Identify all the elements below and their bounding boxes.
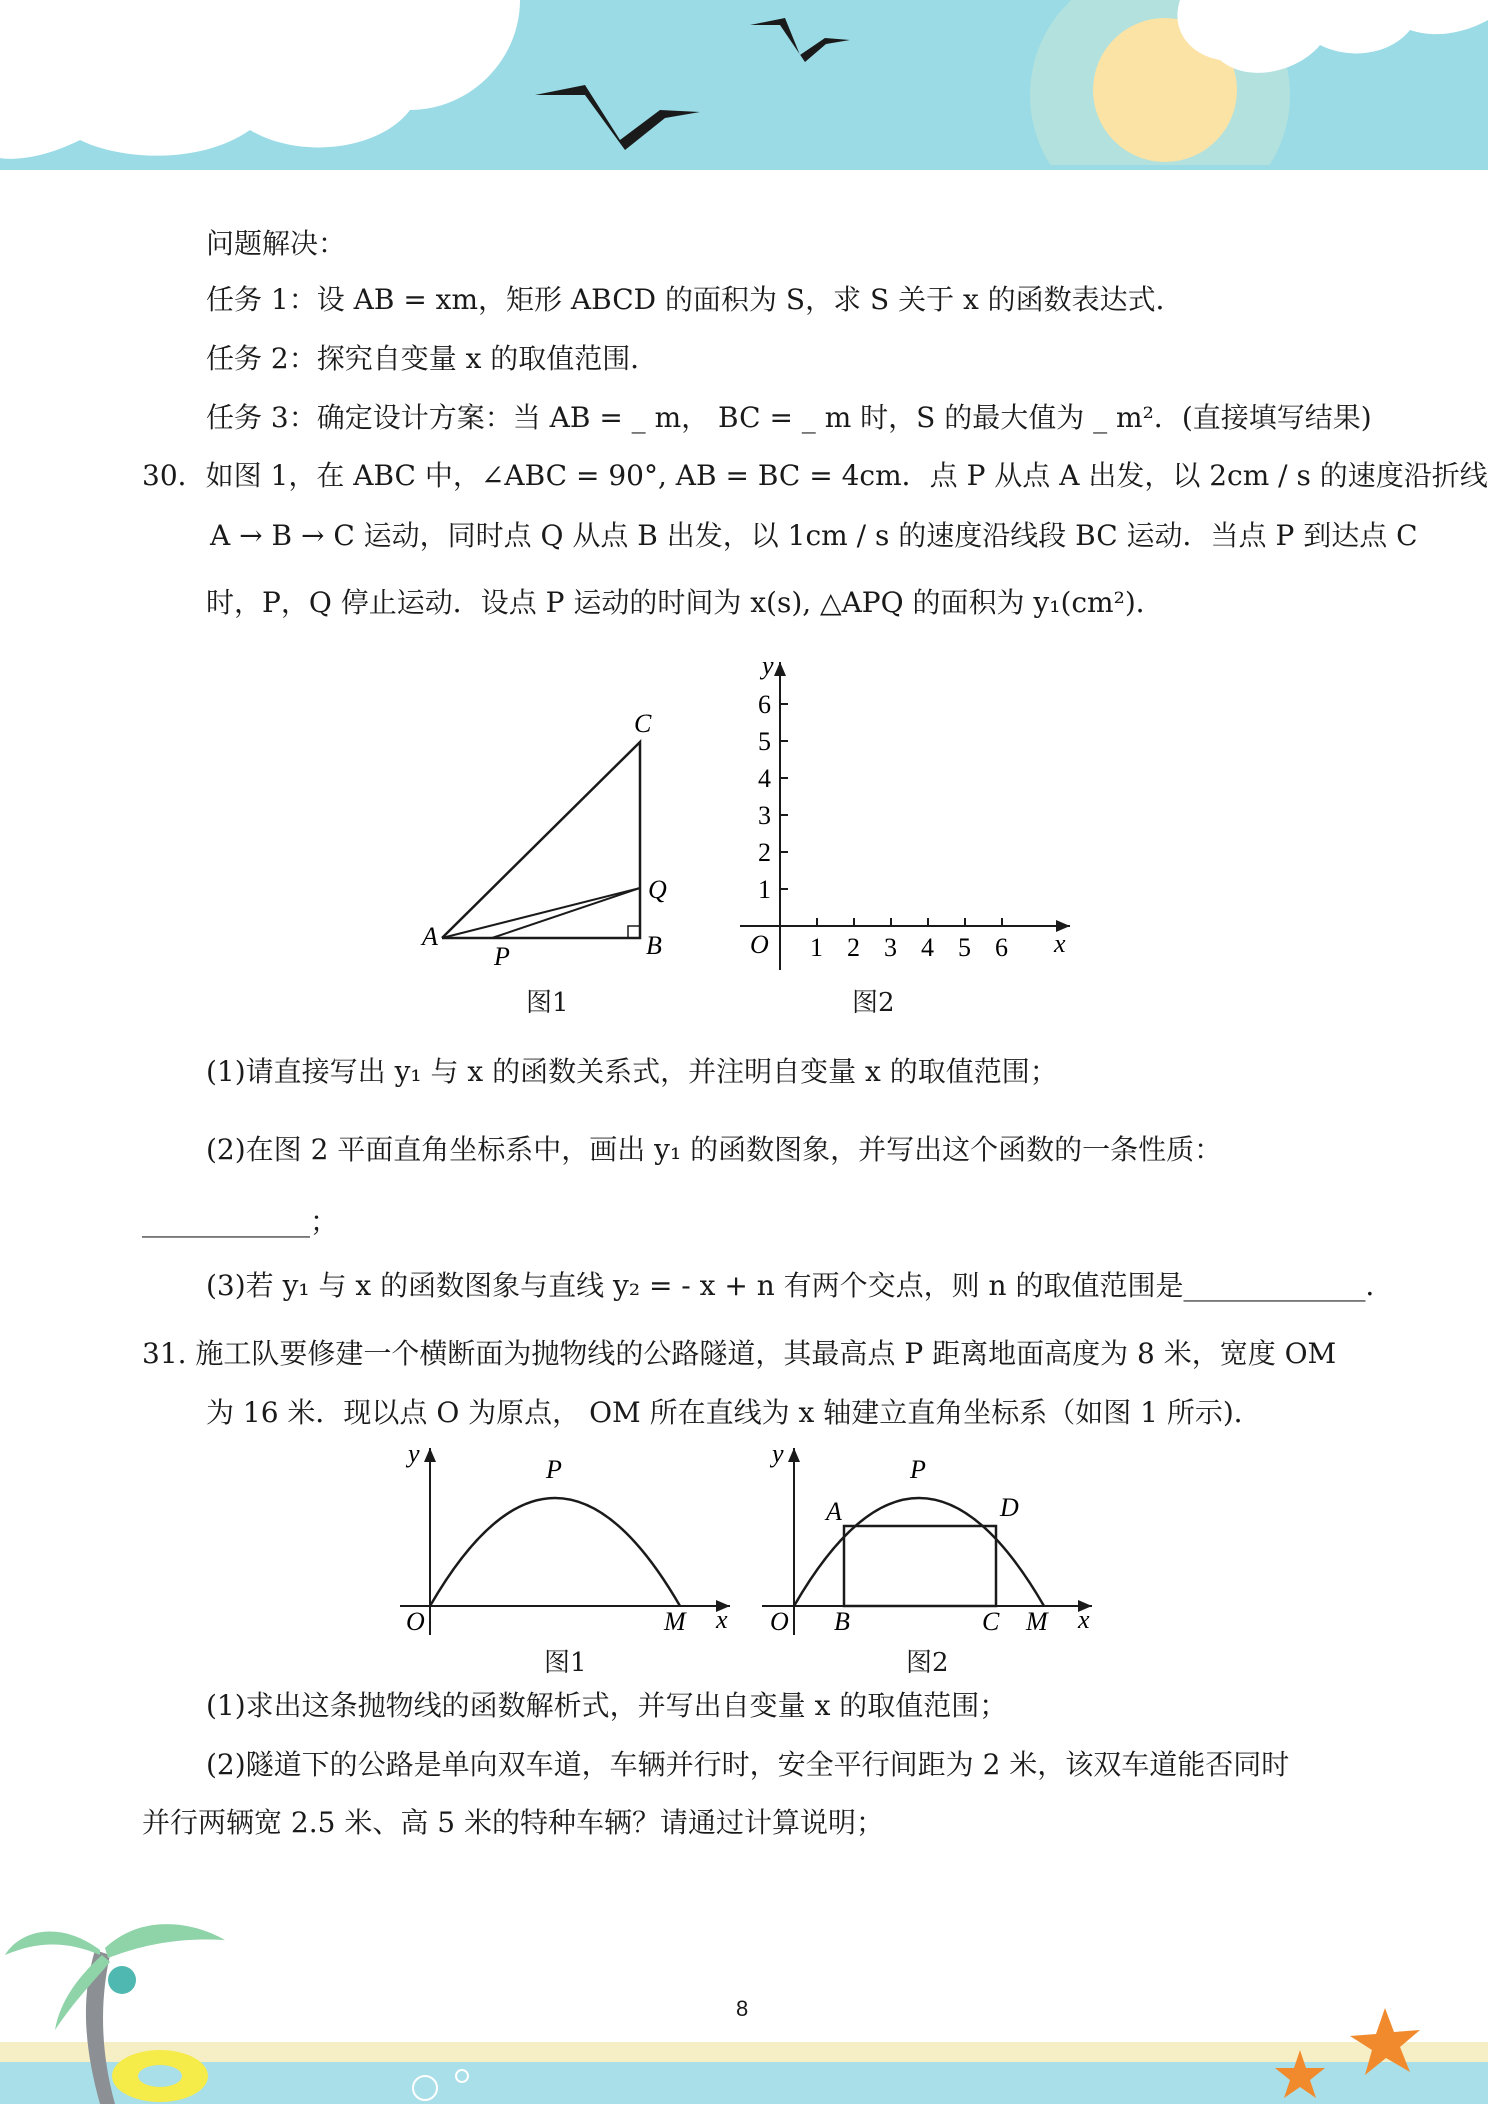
- figure-31-1-caption: 图1: [544, 1648, 587, 1678]
- sea-strip: [0, 2062, 1488, 2104]
- origin-label: O: [750, 930, 769, 959]
- q30-line-2: A → B → C 运动，同时点 Q 从点 B 出发，以 1cm / s 的速度沿线段 BC 运动．当点 P 到达点 C: [210, 519, 1418, 552]
- q31-part-1: (1)求出这条抛物线的函数解析式，并写出自变量 x 的取值范围；: [206, 1689, 1008, 1722]
- q30-line-3: 时，P，Q 停止运动．设点 P 运动的时间为 x(s), △APQ 的面积为 y₁(cm²)．: [206, 586, 1164, 619]
- y-tick-label: 2: [758, 838, 771, 867]
- y-axis-arrow: [424, 1448, 436, 1462]
- segment-pq: [492, 888, 640, 938]
- y-axis-label: y: [762, 651, 774, 680]
- label-b: B: [646, 931, 662, 960]
- label-y: y: [408, 1440, 420, 1468]
- y-axis-arrow: [788, 1448, 800, 1462]
- q30-line-1: 30．如图 1，在 ABC 中，∠ABC = 90°, AB = BC = 4cm．点 P 从点 A 出发，以 2cm / s 的速度沿折线: [142, 459, 1488, 492]
- label-p: P: [910, 1455, 926, 1484]
- figure-30-1-caption: 图1: [526, 988, 569, 1018]
- figure-30-1: [410, 700, 690, 980]
- task-1: 任务 1：设 AB = xm，矩形 ABCD 的面积为 S，求 S 关于 x 的函数表达式．: [206, 283, 1184, 316]
- label-q: Q: [648, 875, 667, 904]
- page-number: 8: [736, 1996, 749, 2021]
- label-m: M: [664, 1607, 686, 1636]
- figure-30-2: [730, 650, 1080, 980]
- palm-leaf-icon: [105, 1924, 225, 1958]
- label-a: A: [826, 1497, 842, 1526]
- figure-31-2: [752, 1440, 1102, 1640]
- label-c: C: [634, 709, 652, 738]
- q31-line-2: 为 16 米．现以点 O 为原点， OM 所在直线为 x 轴建立直角坐标系（如图 1 所示)．: [206, 1396, 1262, 1429]
- palm-leaf-icon: [5, 1931, 100, 1955]
- label-p: P: [546, 1455, 562, 1484]
- figure-31-1: [390, 1440, 740, 1640]
- label-p: P: [494, 942, 510, 971]
- figure-30-2-caption: 图2: [852, 988, 895, 1018]
- q31-line-1: 31. 施工队要修建一个横断面为抛物线的公路隧道，其最高点 P 距离地面高度为 8 米，宽度 OM: [142, 1337, 1337, 1370]
- x-tick-label: 6: [995, 933, 1008, 962]
- y-tick-label: 1: [758, 875, 771, 904]
- q31-part-2-line-2: 并行两辆宽 2.5 米、高 5 米的特种车辆？请通过计算说明；: [142, 1806, 884, 1839]
- q30-part-1: (1)请直接写出 y₁ 与 x 的函数关系式，并注明自变量 x 的取值范围；: [206, 1055, 1058, 1088]
- q31-part-2-line-1: (2)隧道下的公路是单向双车道，车辆并行时，安全平行间距为 2 米，该双车道能否同时: [206, 1748, 1290, 1781]
- label-d: D: [1000, 1493, 1019, 1522]
- q30-part-2-blank: ____________；: [142, 1205, 339, 1238]
- label-m: M: [1026, 1607, 1048, 1636]
- label-y: y: [772, 1440, 784, 1468]
- label-o: O: [406, 1607, 425, 1636]
- x-tick-label: 4: [921, 933, 934, 962]
- label-a: A: [422, 922, 438, 951]
- label-x: x: [1078, 1605, 1090, 1634]
- header-banner: [0, 0, 1488, 170]
- label-c: C: [982, 1607, 1000, 1636]
- tick-group: [758, 690, 1008, 962]
- task-2: 任务 2：探究自变量 x 的取值范围．: [206, 342, 659, 375]
- y-axis-arrow: [774, 662, 786, 676]
- x-tick-label: 1: [810, 933, 823, 962]
- y-tick-label: 3: [758, 801, 771, 830]
- x-tick-label: 2: [847, 933, 860, 962]
- y-tick-label: 4: [758, 764, 771, 793]
- y-tick-label: 5: [758, 727, 771, 756]
- rectangle-abcd: [844, 1526, 996, 1606]
- right-angle-mark: [628, 926, 640, 938]
- task-3: 任务 3：确定设计方案：当 AB = _ m， BC = _ m 时，S 的最大值为 _ m²．(直接填写结果): [206, 401, 1372, 434]
- label-o: O: [770, 1607, 789, 1636]
- coconut-icon: [108, 1966, 136, 1994]
- y-tick-label: 6: [758, 690, 771, 719]
- q30-part-3: (3)若 y₁ 与 x 的函数图象与直线 y₂ = - x + n 有两个交点，则 n 的取值范围是_____________．: [206, 1269, 1394, 1302]
- x-axis-label: x: [1054, 929, 1066, 958]
- section-heading: 问题解决：: [206, 227, 347, 260]
- segment-aq: [442, 888, 640, 938]
- sand-strip: [0, 2042, 1488, 2062]
- figure-31-2-caption: 图2: [906, 1648, 949, 1678]
- parabola-curve: [430, 1498, 680, 1606]
- x-tick-label: 3: [884, 933, 897, 962]
- x-tick-label: 5: [958, 933, 971, 962]
- label-x: x: [716, 1605, 728, 1634]
- triangle-abc: [442, 742, 640, 938]
- q30-part-2: (2)在图 2 平面直角坐标系中，画出 y₁ 的函数图象，并写出这个函数的一条性质：: [206, 1133, 1223, 1166]
- label-b: B: [834, 1607, 850, 1636]
